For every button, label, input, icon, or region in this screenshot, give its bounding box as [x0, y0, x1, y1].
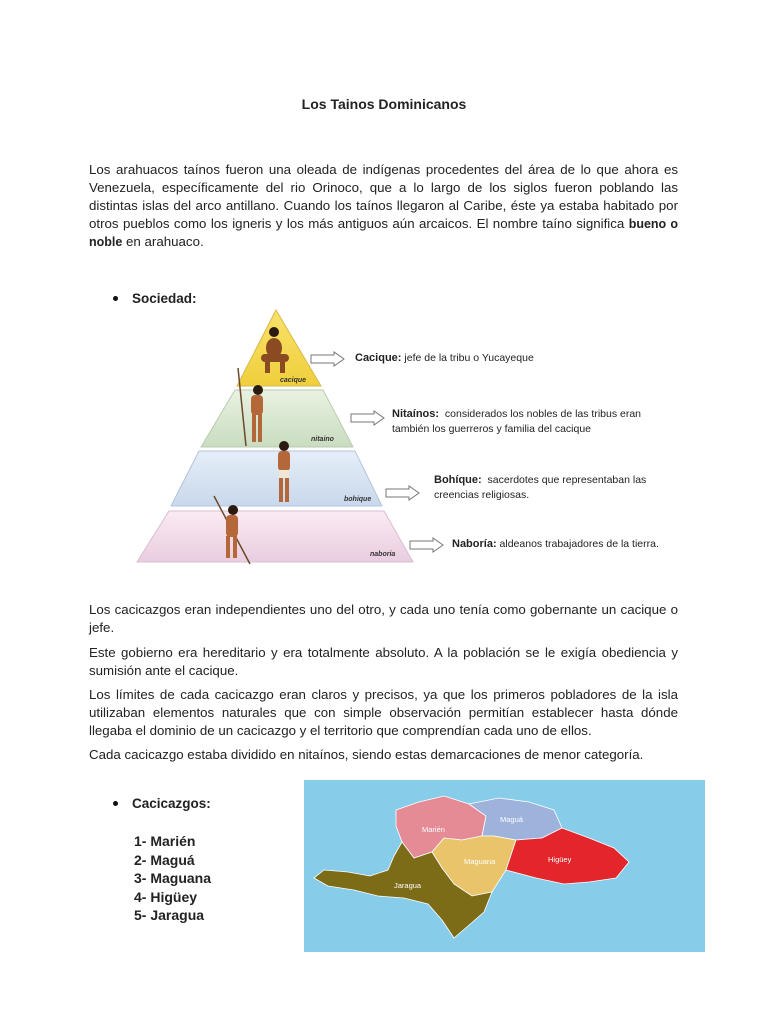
sociedad-heading [113, 291, 197, 306]
list-item: 2- Maguá [134, 851, 195, 868]
sociedad-heading-text: Sociedad: [132, 291, 197, 306]
paragraph-4: Cada cacicazgo estaba dividido en nitaínos, siendo estas demarcaciones de menor categoría. [89, 747, 644, 762]
arrow-bohique-icon [385, 485, 421, 501]
cacicazgos-heading-text: Cacicazgos: [132, 796, 211, 811]
bullet-dot [113, 801, 118, 806]
society-pyramid [134, 306, 424, 568]
bullet-dot [113, 296, 118, 301]
map-label-magua: Maguá [500, 815, 523, 824]
nitaino-term: Nitaínos: [392, 408, 440, 420]
naboria-term: Naboría: [452, 538, 497, 550]
bohique-desc: sacerdotes que representaban las creencias religiosas. [434, 474, 647, 501]
paragraph-2: Este gobierno era hereditario y era totalmente absoluto. A la población se le exigía obediencia y sumisión ante el cacique. [89, 645, 678, 678]
bohique-label [434, 473, 674, 503]
cacique-term: Cacique: [355, 352, 402, 364]
arrow-nitaino-icon [350, 410, 386, 426]
arrow-cacique-icon [310, 351, 346, 367]
cacicazgos-map [304, 780, 705, 952]
list-item: 1- Marién [134, 833, 196, 849]
naboria-label [452, 537, 692, 552]
map-label-jaragua: Jaragua [394, 881, 422, 890]
map-label-marien: Marién [422, 825, 445, 834]
intro-tail: en arahuaco. [122, 234, 204, 249]
intro-bold: bueno o noble [89, 217, 679, 249]
map-label-maguana: Maguana [464, 857, 496, 866]
list-item: 5- Jaragua [134, 907, 205, 923]
intro-paragraph [89, 161, 678, 251]
map-label-higuey: Higüey [548, 855, 572, 864]
naboria-desc: aldeanos trabajadores de la tierra. [499, 538, 659, 550]
page-title: Los Tainos Dominicanos [301, 96, 467, 112]
list-item: 4- Higüey [134, 888, 198, 905]
tier-label-naboria: naboria [370, 551, 396, 558]
tier-label-cacique: cacique [280, 377, 307, 384]
list-item: 3- Maguana [134, 870, 212, 886]
paragraph-1: Los cacicazgos eran independientes uno del otro, y cada uno tenía como gobernante un cacique o jefe. [89, 602, 678, 635]
tier-label-bohique: bohique [344, 496, 372, 503]
nitaino-label [392, 407, 672, 437]
intro-text: Los arahuacos taínos fueron una oleada de indígenas procedentes del área de lo que ahora es Venezuela, específicamente del rio Orinoco, que a lo largo de los siglos fueron poblando las distintas islas del arco antillano. Cuando los taínos llegaron al Caribe, éste ya estaba habitado por otros pueblos como los igneris y los más antiguos aún arcaicos. El nombre taíno significa [89, 162, 678, 231]
cacique-desc: jefe de la tribu o Yucayeque [404, 352, 534, 364]
cacicazgos-list [134, 832, 211, 925]
cacique-label [355, 351, 615, 366]
paragraph-3: Los límites de cada cacicazgo eran claros y precisos, ya que los primeros pobladores de la isla utilizaban elementos naturales que con simple observación permitían establecer hasta dónde llegaba el dominio de un cacicazgo y el territorio que comprendían cada uno de ellos. [89, 687, 678, 738]
arrow-naboria-icon [409, 537, 445, 553]
cacicazgos-heading [113, 796, 211, 811]
bohique-term: Bohíque: [434, 474, 482, 486]
tier-label-nitaino: nitaino [311, 436, 334, 443]
nitaino-desc: considerados los nobles de las tribus eran también los guerreros y familia del cacique [392, 408, 642, 435]
